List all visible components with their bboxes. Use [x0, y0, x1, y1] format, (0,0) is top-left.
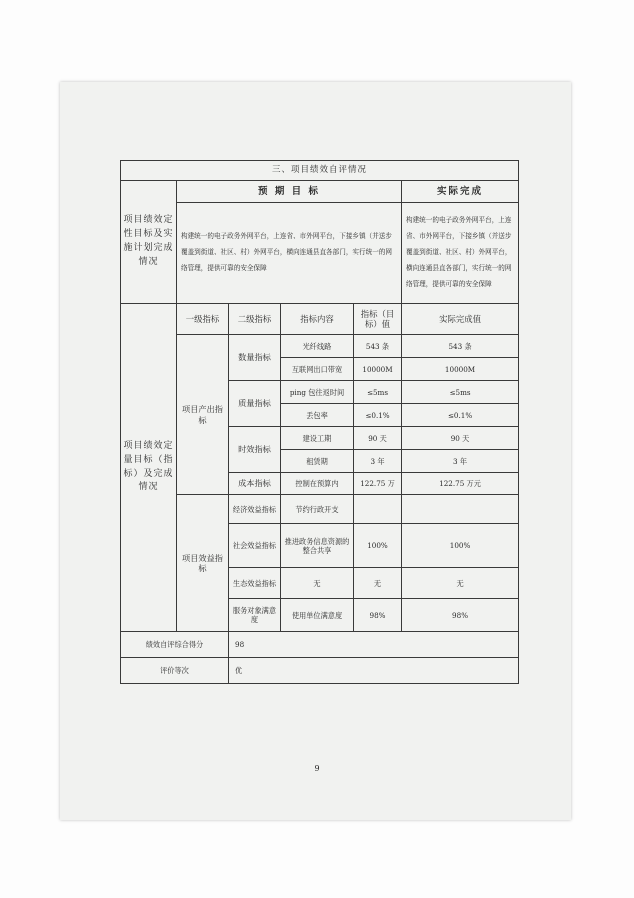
table-row	[121, 335, 519, 358]
page-number: 9	[314, 764, 320, 773]
indicator-target: 10000M	[354, 358, 402, 381]
indicator-actual: 543 条	[402, 335, 519, 358]
indicator-target: 90 天	[354, 427, 402, 450]
output-indicator-group: 项目产出指标	[177, 335, 229, 495]
score-row	[121, 632, 519, 658]
indicator-actual: 10000M	[402, 358, 519, 381]
indicator-actual: ≤0.1%	[402, 404, 519, 427]
indicator-content: 丢包率	[281, 404, 354, 427]
indicator-target: 98%	[354, 599, 402, 632]
table-row	[121, 495, 519, 524]
indicator-content: ping 包往返时间	[281, 381, 354, 404]
indicator-actual	[402, 495, 519, 524]
benefit-indicator-group: 项目效益指标	[177, 495, 229, 632]
indicator-target: ≤0.1%	[354, 404, 402, 427]
grade-value: 优	[229, 658, 519, 684]
indicator-actual: 122.75 万元	[402, 473, 519, 495]
indicator-content: 光纤线路	[281, 335, 354, 358]
grade-label: 评价等次	[121, 658, 229, 684]
performance-evaluation-table	[120, 160, 519, 684]
indicator-actual: 98%	[402, 599, 519, 632]
indicator-content: 节约行政开支	[281, 495, 354, 524]
cost-indicator-label: 成本指标	[229, 473, 281, 495]
social-benefit-label: 社会效益指标	[229, 524, 281, 568]
indicator-target: 543 条	[354, 335, 402, 358]
quantity-indicator-label: 数量指标	[229, 335, 281, 381]
quantitative-row-label: 项目绩效定量目标（指标）及完成情况	[121, 304, 177, 632]
section-title: 三、项目绩效自评情况	[121, 161, 519, 181]
indicator-actual: ≤5ms	[402, 381, 519, 404]
actual-completion-text: 构建统一的电子政务外网平台，上连省、市外网平台，下接乡镇（并送步覆盖到街道、社区、村）外网平台，横向连通县直各部门，实行统一的网络管理，提供可靠的安全保障	[402, 203, 519, 304]
indicator-content: 建设工期	[281, 427, 354, 450]
target-header: 指标（目标）值	[354, 304, 402, 335]
ecological-benefit-label: 生态效益指标	[229, 568, 281, 599]
indicator-actual: 100%	[402, 524, 519, 568]
actual-header: 实际完成值	[402, 304, 519, 335]
indicator-content: 使用单位满意度	[281, 599, 354, 632]
indicator-target: 无	[354, 568, 402, 599]
indicator-actual: 90 天	[402, 427, 519, 450]
indicator-target: ≤5ms	[354, 381, 402, 404]
expected-target-text: 构建统一的电子政务外网平台，上连省、市外网平台，下接乡镇（并送步覆盖到街道、社区、村）外网平台，横向连通县直各部门，实行统一的网络管理，提供可靠的安全保障	[177, 203, 402, 304]
indicator-actual: 无	[402, 568, 519, 599]
qualitative-header-row	[121, 181, 519, 203]
expected-target-header: 预 期 目 标	[177, 181, 402, 203]
level1-header: 一级指标	[177, 304, 229, 335]
table-title-row	[121, 161, 519, 181]
indicator-content: 推进政务信息资源的整合共享	[281, 524, 354, 568]
quantitative-header-row	[121, 304, 519, 335]
indicator-content: 互联网出口带宽	[281, 358, 354, 381]
score-label: 绩效自评综合得分	[121, 632, 229, 658]
satisfaction-label: 服务对象满意度	[229, 599, 281, 632]
indicator-content: 无	[281, 568, 354, 599]
indicator-target: 100%	[354, 524, 402, 568]
quality-indicator-label: 质量指标	[229, 381, 281, 427]
indicator-content: 控制在预算内	[281, 473, 354, 495]
content-header: 指标内容	[281, 304, 354, 335]
economic-benefit-label: 经济效益指标	[229, 495, 281, 524]
indicator-actual: 3 年	[402, 450, 519, 473]
indicator-content: 租赁期	[281, 450, 354, 473]
qualitative-content-row	[121, 203, 519, 304]
score-value: 98	[229, 632, 519, 658]
qualitative-row-label: 项目绩效定性目标及实施计划完成情况	[121, 181, 177, 304]
level2-header: 二级指标	[229, 304, 281, 335]
timeliness-indicator-label: 时效指标	[229, 427, 281, 473]
indicator-target: 122.75 万	[354, 473, 402, 495]
actual-completion-header: 实际完成	[402, 181, 519, 203]
grade-row	[121, 658, 519, 684]
indicator-target: 3 年	[354, 450, 402, 473]
indicator-target	[354, 495, 402, 524]
